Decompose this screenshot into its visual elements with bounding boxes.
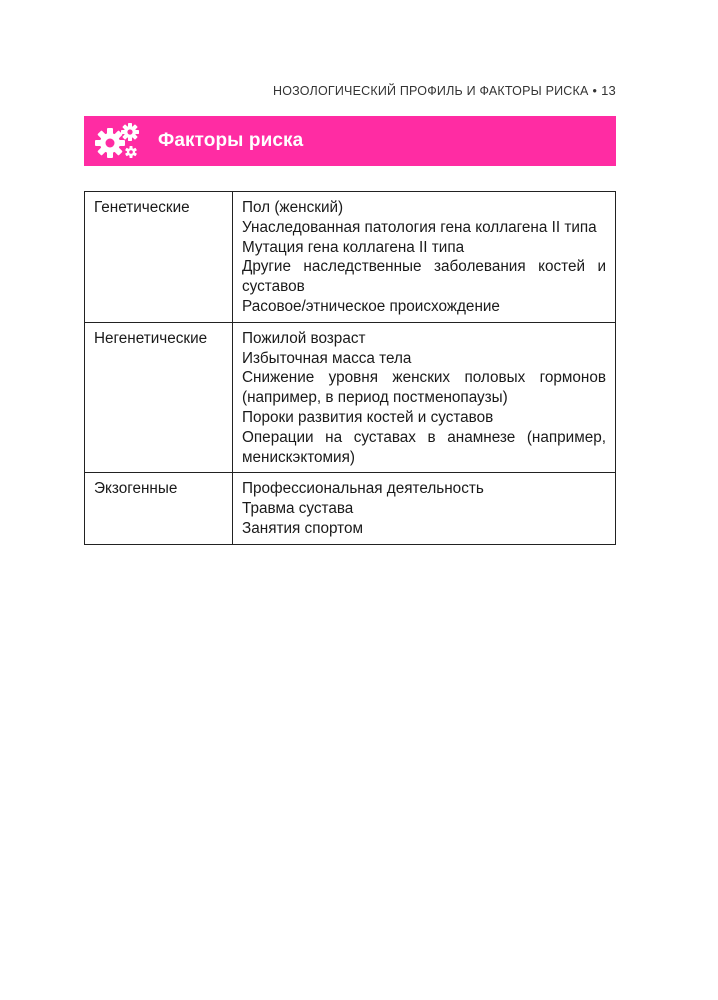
category-cell: Негенетические [85,322,233,473]
section-banner [84,116,616,166]
table-row [85,473,616,544]
factors-cell [233,322,616,473]
factor-item: Мутация гена коллагена II типа [242,238,465,256]
page-number: 13 [601,83,616,98]
factor-item: Другие наследственные заболевания костей и суставов [242,258,606,296]
factor-item: Снижение уровня женских половых гормонов (например, в период постменопаузы) [242,369,606,407]
factor-item: Травма сустава [242,500,354,518]
section-title: Факторы риска [158,130,304,151]
factor-item: Операции на суставах в анамнезе (например, менискэктомия) [242,428,606,466]
factor-item: Занятия спортом [242,519,364,537]
table-row [85,192,616,323]
running-header-title: НОЗОЛОГИЧЕСКИЙ ПРОФИЛЬ И ФАКТОРЫ РИСКА [273,84,589,98]
factors-cell [233,473,616,544]
factor-item: Расовое/этническое происхождение [242,297,500,315]
factor-item: Пол (женский) [242,199,344,216]
factor-item: Унаследованная патология гена коллагена II типа [242,218,597,236]
factor-item: Пожилой возраст [242,329,366,347]
running-header [273,83,616,98]
gears-icon [88,116,148,166]
category-cell: Экзогенные [85,473,233,544]
table-row [85,322,616,473]
factors-cell [233,192,616,323]
factor-item: Профессиональная деятельность [242,480,484,498]
factor-item: Избыточная масса тела [242,349,412,367]
running-header-separator: • [592,84,598,98]
risk-factors-table [84,191,616,545]
factor-item: Пороки развития костей и суставов [242,408,494,426]
category-cell: Генетические [85,192,233,323]
